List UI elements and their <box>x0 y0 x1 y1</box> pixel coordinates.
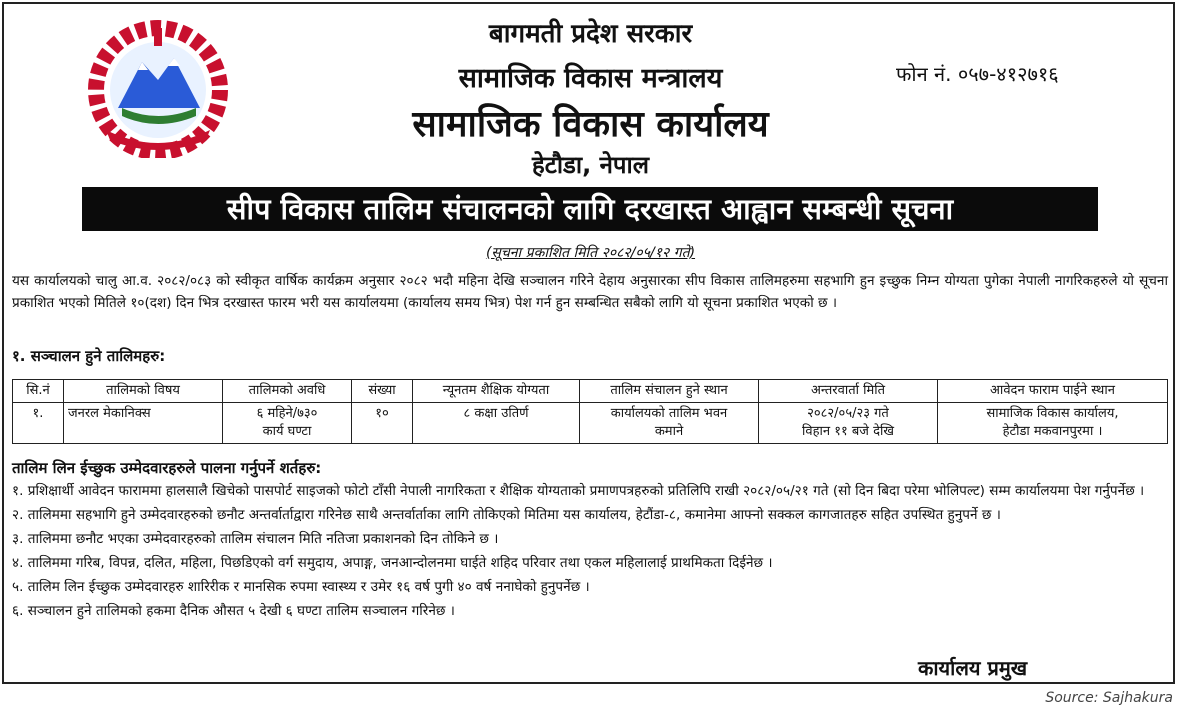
col-form-place: आवेदन फाराम पाईने स्थान <box>938 380 1168 403</box>
cell-form-place-line2: हेटौडा मकवानपुरमा । <box>1002 424 1103 439</box>
cell-sn: १. <box>13 403 64 444</box>
location-heading: हेटौडा, नेपाल <box>531 151 650 179</box>
source-credit: Source: Sajhakura <box>1045 690 1173 706</box>
ministry-heading: सामाजिक विकास मन्त्रालय <box>458 63 723 94</box>
col-duration: तालिमको अवधि <box>223 380 352 403</box>
cell-interview <box>759 403 938 444</box>
condition-item-1: १. प्रशिक्षार्थी आवेदन फाराममा हालसालै खिचेको पासपोर्ट साइजको फोटो टाँसी नेपाली नागरिकता र शैक्षिक योग्यताको प्रमाणपत्रहरुको प्रतिलिपि राखी २०८२/०५/२१ गते (सो दिन बिदा परेमा भोलिपल्ट) सम्म कार्यालयमा पेश गर्नुपर्नेछ । <box>12 483 1145 499</box>
col-interview: अन्तरवार्ता मिति <box>759 380 938 403</box>
office-heading: सामाजिक विकास कार्यालय <box>412 104 769 145</box>
cell-interview-line2: विहान ११ बजे देखि <box>802 424 894 439</box>
col-subject: तालिमको विषय <box>64 380 223 403</box>
condition-item-6: ६. सञ्चालन हुने तालिमको हकमा दैनिक औसत ५ देखी ६ घण्टा तालिम सञ्चालन गरिनेछ । <box>12 603 455 619</box>
cell-form-place-line1: सामाजिक विकास कार्यालय, <box>986 406 1119 421</box>
cell-venue <box>580 403 759 444</box>
cell-subject: जनरल मेकानिक्स <box>64 403 223 444</box>
published-date: (सूचना प्रकाशित मिति २०८२/०५/१२ गते) <box>485 245 696 261</box>
cell-form-place <box>938 403 1168 444</box>
cell-qualification: ८ कक्षा उतिर्ण <box>413 403 580 444</box>
conditions-title: तालिम लिन ईच्छुक उम्मेदवारहरुले पालना गर्नुपर्ने शर्तहरु: <box>12 459 322 477</box>
table-header-row <box>13 380 1168 403</box>
cell-count: १० <box>352 403 413 444</box>
cell-venue-line1: कार्यालयको तालिम भवन <box>610 406 728 421</box>
col-sn: सि.नं <box>13 380 64 403</box>
trainings-section-title: १. सञ्चालन हुने तालिमहरु: <box>12 347 166 365</box>
notice-title-banner: सीप विकास तालिम संचालनको लागि दरखास्त आह्वान सम्बन्धी सूचना <box>82 187 1098 231</box>
cell-duration-line2: कार्य घण्टा <box>262 424 312 439</box>
condition-item-4: ४. तालिममा गरिब, विपन्न, दलित, महिला, पिछडिएको वर्ग समुदाय, अपाङ्ग, जनआन्दोलनमा घाईते शहिद परिवार तथा एकल महिलालाई प्राथमिकता दिईनेछ । <box>12 555 773 571</box>
trainings-table <box>12 379 1168 444</box>
col-venue: तालिम संचालन हुने स्थान <box>580 380 759 403</box>
intro-paragraph: यस कार्यालयको चालु आ.व. २०८२/०८३ को स्वीकृत वार्षिक कार्यक्रम अनुसार २०८२ भदौ महिना देखि सञ्चालन गरिने देहाय अनुसारका सीप विकास तालिमहरुमा सहभागि हुन इच्छुक निम्न योग्यता पुगेका नेपाली नागरिकहरुले यो सूचना प्रकाशित भएको मितिले १०(दश) दिन भित्र दरखास्त फारम भरी यस कार्यालयमा (कार्यालय समय भित्र) पेश गर्न हुन सम्बन्धित सबैको लागि यो सूचना प्रकाशित भएको छ । <box>12 273 1168 311</box>
government-heading: बागमती प्रदेश सरकार <box>488 19 693 49</box>
condition-item-5: ५. तालिम लिन ईच्छुक उम्मेदवारहरु शारिरीक र मानसिक रुपमा स्वास्थ्य र उमेर १६ वर्ष पुगी ४० वर्ष ननाघेको हुनुपर्नेछ । <box>12 579 590 595</box>
cell-duration-line1: ६ महिने/७३० <box>256 406 318 421</box>
condition-item-2: २. तालिममा सहभागि हुने उम्मेदवारहरुको छनौट अन्तर्वार्ताद्वारा गरिनेछ साथै अन्तर्वार्ताका लागि तोकिएको मितिमा यस कार्यालय, हेटौंडा-८, कमानेमा आफ्नो सक्कल कागजातहरु सहित उपस्थित हुनुपर्ने छ । <box>12 507 1001 523</box>
phone-number: फोन नं. ०५७-४१२७१६ <box>896 62 1059 86</box>
condition-item-3: ३. तालिममा छनौट भएका उम्मेदवारहरुको तालिम संचालन मिति नतिजा प्रकाशनको दिन तोकिने छ । <box>12 531 499 547</box>
cell-interview-line1: २०८२/०५/२३ गते <box>807 406 889 421</box>
cell-duration <box>223 403 352 444</box>
office-chief-signature: कार्यालय प्रमुख <box>918 656 1028 680</box>
col-count: संख्या <box>352 380 413 403</box>
conditions-list <box>12 480 1170 624</box>
cell-venue-line2: कमाने <box>654 424 684 439</box>
col-qualification: न्यूनतम शैक्षिक योग्यता <box>413 380 580 403</box>
table-row <box>13 403 1168 444</box>
